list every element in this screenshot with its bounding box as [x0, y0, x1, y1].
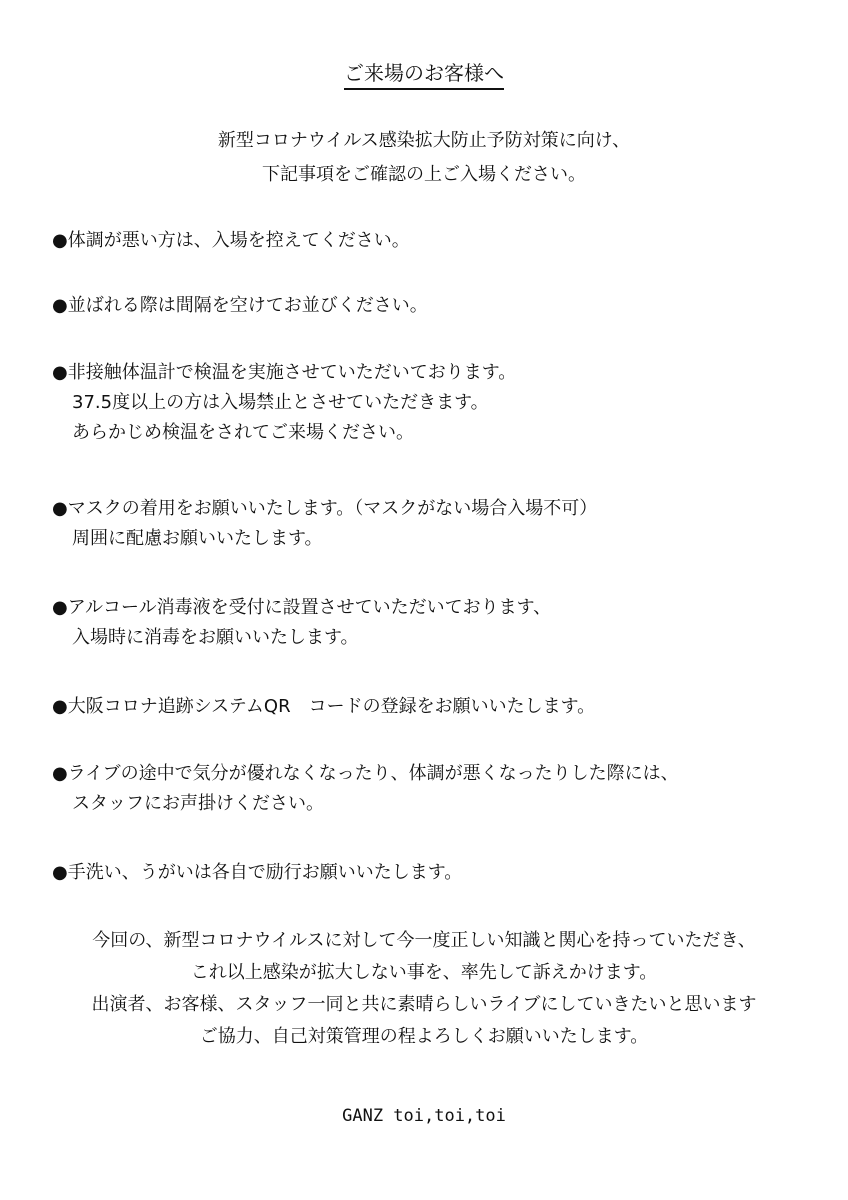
notice-line: ●非接触体温計で検温を実施させていただいております。 — [52, 362, 517, 383]
closing-line: 今回の、新型コロナウイルスに対して今一度正しい知識と関心を持っていただき、 — [92, 930, 756, 951]
closing-line: ご協力、自己対策管理の程よろしくお願いいたします。 — [199, 1026, 649, 1047]
notice-item-distancing — [52, 291, 812, 321]
notice-line: 周囲に配慮お願いいたします。 — [72, 528, 323, 549]
closing-message — [0, 925, 848, 1053]
page-title — [0, 58, 848, 88]
notice-item-feeling-unwell — [52, 759, 812, 819]
closing-line: 出演者、お客様、スタッフ一同と共に素晴らしいライブにしていきたいと思います — [91, 994, 757, 1015]
closing-line: これ以上感染が拡大しない事を、率先して訴えかけます。 — [190, 962, 658, 983]
notice-item-sanitizer — [52, 593, 812, 653]
notice-line: ●アルコール消毒液を受付に設置させていただいております、 — [52, 597, 552, 618]
notice-line: ●マスクの着用をお願いいたします。（マスクがない場合入場不可） — [52, 498, 598, 519]
notice-line: ●ライブの途中で気分が優れなくなったり、体調が悪くなったりした際には、 — [52, 763, 679, 784]
notice-line: あらかじめ検温をされてご来場ください。 — [72, 422, 414, 443]
notice-item-handwashing — [52, 858, 812, 888]
intro-line-2: 下記事項をご確認の上ご入場ください。 — [262, 164, 586, 185]
intro-line-1: 新型コロナウイルス感染拡大防止予防対策に向け、 — [217, 130, 631, 151]
signature: GANZ toi,toi,toi — [342, 1106, 506, 1126]
notice-line: 入場時に消毒をお願いいたします。 — [72, 627, 359, 648]
notice-item-health — [52, 226, 812, 256]
notice-item-qr-code — [52, 692, 812, 722]
notice-line: ●並ばれる際は間隔を空けてお並びください。 — [52, 295, 428, 316]
notice-line: ●手洗い、うがいは各自で励行お願いいたします。 — [52, 862, 463, 883]
notice-item-mask — [52, 494, 812, 554]
notice-line: ●体調が悪い方は、入場を控えてください。 — [52, 230, 410, 251]
page-title-text: ご来場のお客様へ — [344, 61, 504, 90]
notice-item-temperature — [52, 358, 812, 448]
notice-line: スタッフにお声掛けください。 — [72, 793, 324, 814]
notice-line: 37.5度以上の方は入場禁止とさせていただきます。 — [72, 392, 489, 413]
notice-line: ●大阪コロナ追跡システムQR コードの登録をお願いいたします。 — [52, 696, 596, 717]
